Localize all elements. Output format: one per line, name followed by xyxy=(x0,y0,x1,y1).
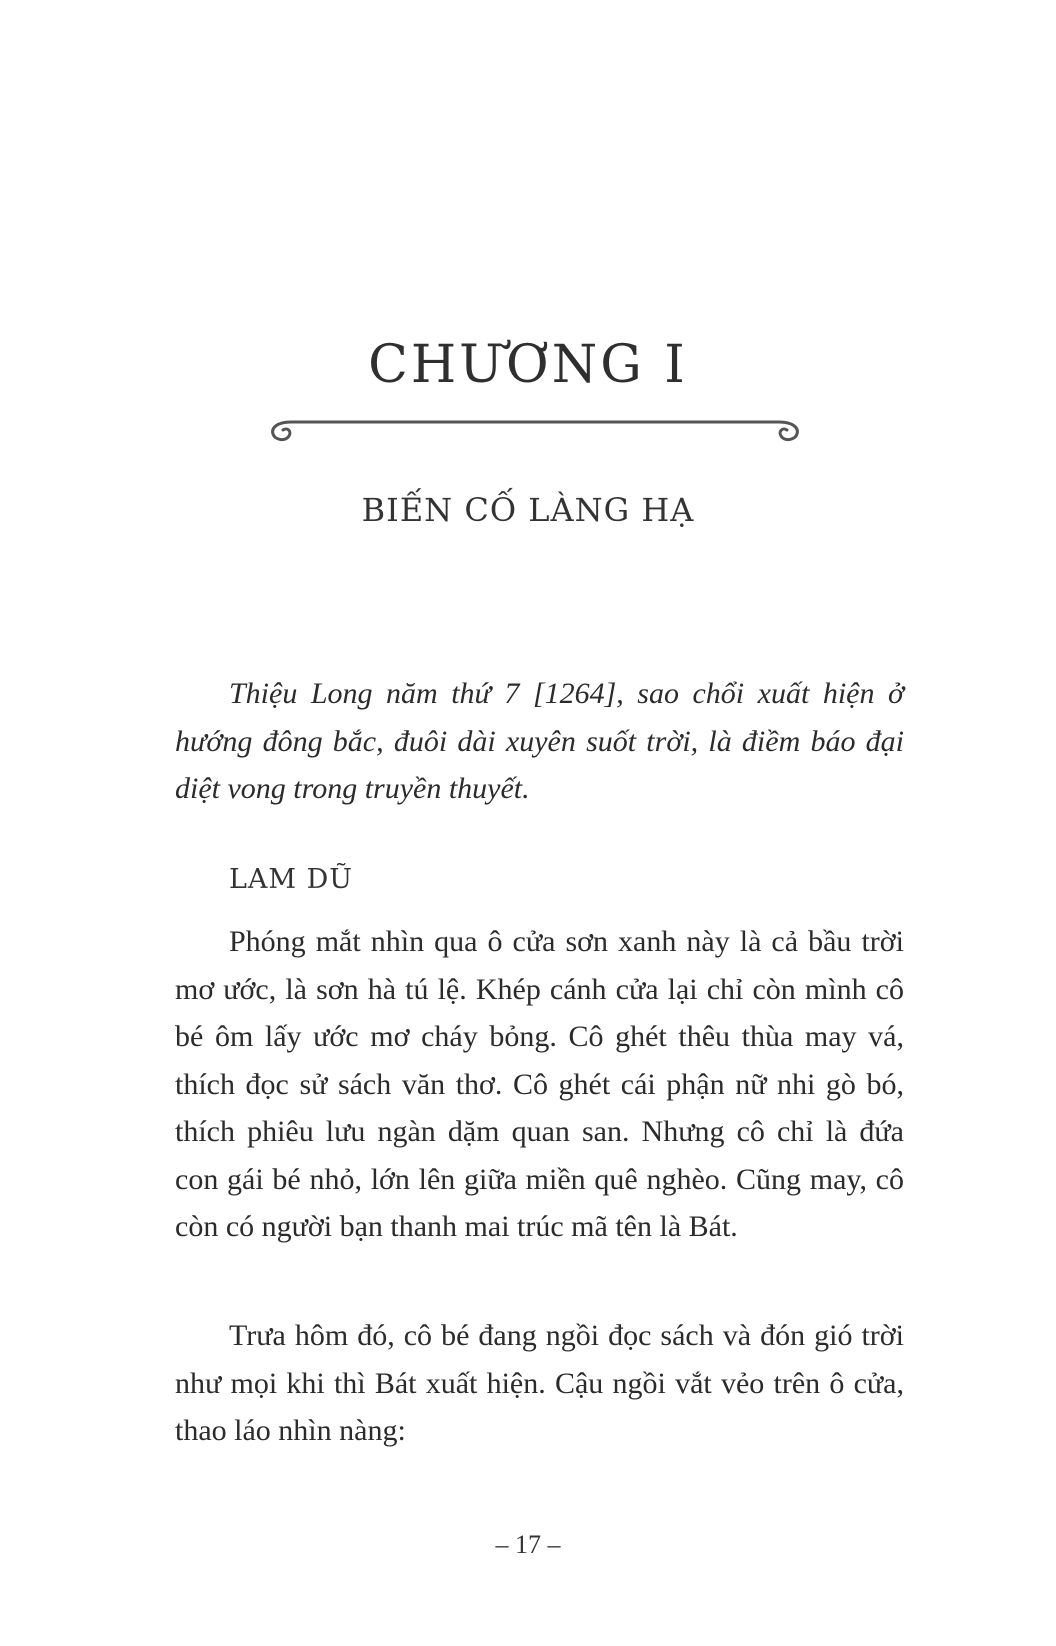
paragraph: Phóng mắt nhìn qua ô cửa sơn xanh này là cả bầu trời mơ ước, là sơn hà tú lệ. Khép cánh cửa lại chỉ còn mình cô bé ôm lấy ước mơ cháy bỏng. Cô ghét thêu thùa may vá, thích đọc sử sách văn thơ. Cô ghét cái phận nữ nhi gò bó, thích phiêu lưu ngàn dặm quan san. Nhưng cô chỉ là đứa con gái bé nhỏ, lớn lên giữa miền quê nghèo. Cũng may, cô còn có người bạn thanh mai trúc mã tên là Bát. xyxy=(175,925,904,1243)
page-number: – 17 – xyxy=(495,1530,561,1559)
left-swirl-icon xyxy=(273,422,291,440)
section-heading: LAM DŨ xyxy=(229,864,354,895)
chapter-subtitle: BIẾN CỐ LÀNG HẠ xyxy=(361,491,695,529)
chapter-title: CHƯƠNG I xyxy=(368,335,688,395)
epigraph: Thiệu Long năm thứ 7 [1264], sao chổi xuất hiện ở hướng đông bắc, đuôi dài xuyên suốt trời, là điềm báo đại diệt vong trong truyền thuyết. xyxy=(175,677,904,805)
chapter-divider-ornament xyxy=(267,412,803,444)
right-swirl-icon xyxy=(779,422,797,440)
paragraph: Trưa hôm đó, cô bé đang ngồi đọc sách và đón gió trời như mọi khi thì Bát xuất hiện. Cậu ngồi vắt vẻo trên ô cửa, thao láo nhìn nàng: xyxy=(175,1319,904,1447)
